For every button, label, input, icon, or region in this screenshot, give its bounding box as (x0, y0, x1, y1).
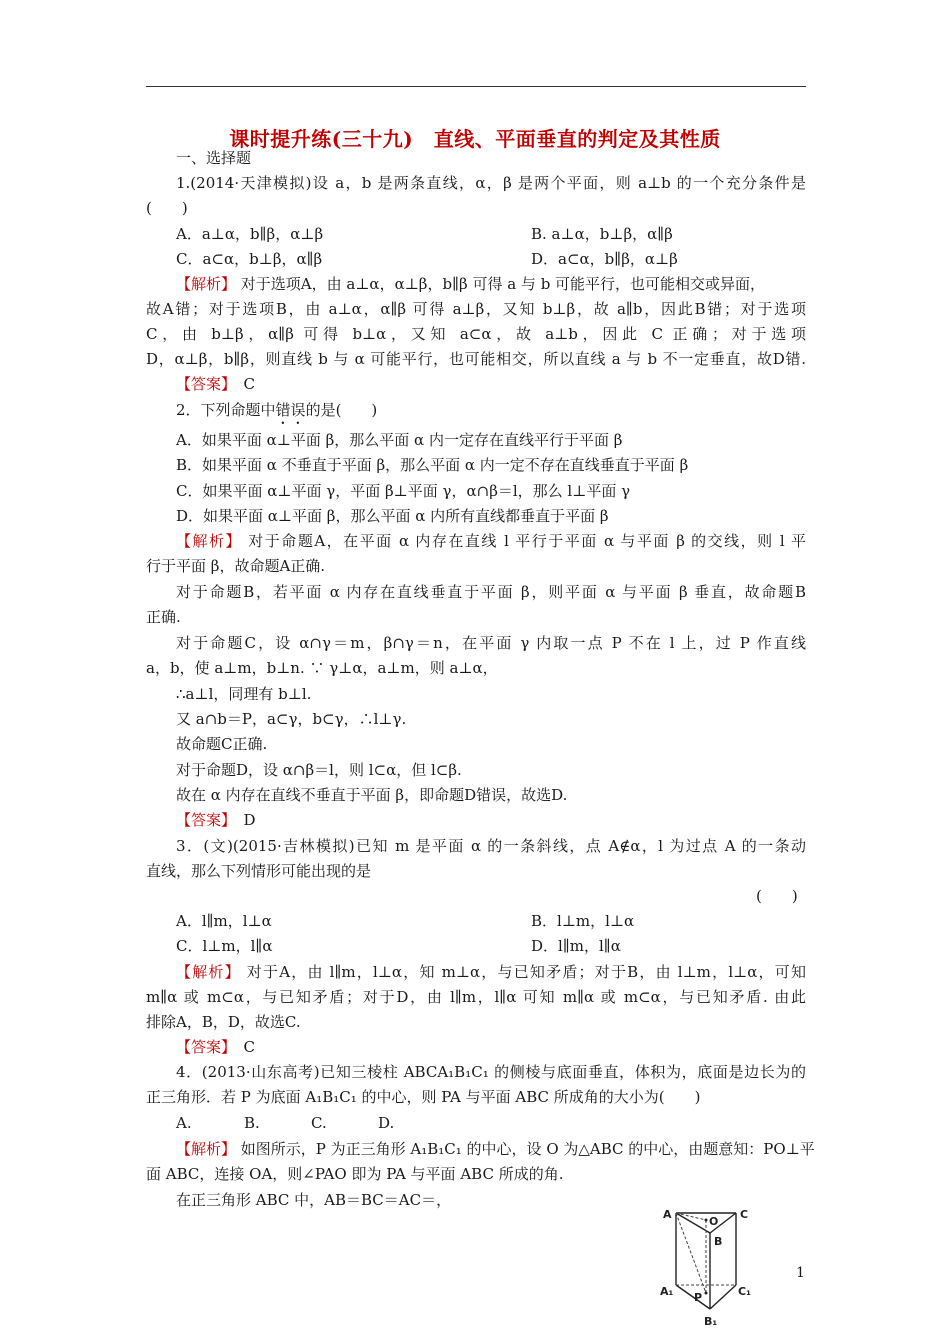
q2-analysis-text1: 对于命题A，在平面 α 内存在直线 l 平行于平面 α 与平面 β 的交线，则 l 平 (242, 532, 806, 550)
label-B1: B₁ (704, 1315, 718, 1328)
q1-analysis-text1: 对于选项A，由 a⊥α，α⊥β，b∥β 可得 a 与 b 可能平行，也可能相交或异面， (236, 275, 766, 293)
q3-answer-paren: ( ) (756, 887, 798, 905)
q1-analysis-line1 (176, 274, 765, 294)
q2-stem-pre: 2．下列命题中 (176, 401, 276, 419)
q1-option-c: C．a⊂α，b⊥β，α∥β (176, 250, 323, 268)
q4-stem-line2: 正三角形．若 P 为底面 A₁B₁C₁ 的中心，则 PA 与平面 ABC 所成角的大小为( ) (146, 1088, 701, 1106)
q4-option-d: D. (378, 1114, 395, 1132)
segment-AO (676, 1213, 706, 1220)
q2-analysis-line2: 行于平面 β，故命题A正确. (146, 557, 326, 575)
q1-analysis-line4: D，α⊥β，b∥β，则直线 b 与 α 可能平行，也可能相交，所以直线 a 与 b 不一定垂直，故D错. (146, 350, 806, 368)
label-C1: C₁ (738, 1285, 751, 1298)
section-heading: 一、选择题 (176, 149, 252, 167)
edge-A1B1 (676, 1285, 710, 1309)
point-P (705, 1292, 708, 1295)
q1-stem-line1: 1.(2014·天津模拟)设 a，b 是两条直线，α，β 是两个平面，则 a⊥b 的一个充分条件是 (176, 174, 806, 192)
q1-answer (176, 374, 255, 394)
segment-AP (676, 1213, 706, 1293)
q1-stem-line2: ( ) (146, 199, 188, 217)
q3-analysis-tag: 【解析】 (176, 963, 241, 981)
label-A: A (663, 1208, 672, 1221)
q1-answer-tag: 【答案】 (176, 375, 229, 393)
q1-answer-value: C (243, 375, 256, 393)
label-A1: A₁ (660, 1285, 674, 1298)
q2-analysis-tag: 【解析】 (176, 532, 243, 550)
q3-option-c: C．l⊥m，l∥α (176, 937, 273, 955)
label-P: P (694, 1291, 703, 1304)
q3-analysis-line2: m∥α 或 m⊂α，与已知矛盾；对于D，由 l∥m，l∥α 可知 m∥α 或 m⊂α，与已知矛盾. 由此 (146, 988, 806, 1006)
q3-option-d: D．l∥m，l∥α (531, 937, 621, 955)
q2-stem-post: 的是( ) (305, 401, 378, 419)
q2-analysis-line3: 对于命题B，若平面 α 内存在直线垂直于平面 β，则平面 α 与平面 β 垂直，故命题B (176, 583, 806, 601)
q4-analysis-text1: 如图所示，P 为正三角形 A₁B₁C₁ 的中心，设 O 为△ABC 的中心，由题意知：PO⊥平 (236, 1140, 815, 1158)
q4-analysis-line1 (176, 1139, 815, 1159)
q4-analysis-line3: 在正三角形 ABC 中，AB＝BC＝AC＝， (176, 1191, 452, 1209)
q3-option-b: B．l⊥m，l⊥α (531, 912, 635, 930)
q2-answer-tag: 【答案】 (176, 811, 229, 829)
q4-analysis-tag: 【解析】 (176, 1140, 237, 1158)
page-title: 课时提升练(三十九) 直线、平面垂直的判定及其性质 (229, 127, 721, 151)
q2-analysis-line1 (176, 531, 806, 551)
q1-analysis-line2: 故A错；对于选项B，由 a⊥α，α∥β 可得 a⊥β，又知 b⊥β，故 a∥b，因此B错；对于选项 (146, 300, 806, 318)
q2-analysis-line4: 正确. (146, 608, 181, 626)
q3-analysis-text1: 对于A，由 l∥m，l⊥α，知 m⊥α，与已知矛盾；对于B，由 l⊥m，l⊥α，可知 (240, 963, 806, 981)
q2-stem-emphasis: 错误 (275, 401, 306, 419)
q1-option-b: B. a⊥α，b⊥β，α∥β (531, 225, 673, 243)
q2-stem (176, 400, 377, 428)
q1-option-d: D．a⊂α，b∥β，α⊥β (531, 250, 678, 268)
q4-option-c: C. (311, 1114, 327, 1132)
q2-analysis-line7: ∴a⊥l，同理有 b⊥l. (176, 685, 312, 703)
q2-analysis-line8: 又 a∩b＝P，a⊂γ，b⊂γ，∴l⊥γ. (176, 710, 407, 728)
prism-figure (660, 1205, 770, 1335)
label-O: O (709, 1215, 719, 1228)
q1-analysis-tag: 【解析】 (176, 275, 237, 293)
q2-option-d: D．如果平面 α⊥平面 β，那么平面 α 内所有直线都垂直于平面 β (176, 507, 609, 525)
q3-stem-line2: 直线，那么下列情形可能出现的是 (146, 862, 372, 880)
q3-analysis-line1 (176, 962, 806, 982)
q2-answer-value: D (243, 811, 256, 829)
q2-answer (176, 810, 256, 830)
q2-analysis-line5: 对于命题C，设 α∩γ＝m，β∩γ＝n，在平面 γ 内取一点 P 不在 l 上，过 P 作直线 (176, 634, 806, 652)
edge-AB (676, 1213, 710, 1233)
q4-stem-line1: 4．(2013·山东高考)已知三棱柱 ABCA₁B₁C₁ 的侧棱与底面垂直，体积为，底面是边长为的 (176, 1063, 806, 1081)
q3-analysis-line3: 排除A，B，D，故选C. (146, 1013, 301, 1031)
q1-option-a: A．a⊥α，b∥β，α⊥β (176, 225, 324, 243)
q4-analysis-line2: 面 ABC，连接 OA，则∠PAO 即为 PA 与平面 ABC 所成的角. (146, 1165, 564, 1183)
q2-analysis-line11: 故在 α 内存在直线不垂直于平面 β，即命题D错误，故选D. (176, 786, 568, 804)
label-C: C (740, 1208, 749, 1221)
page-number: 1 (796, 1265, 805, 1281)
q1-analysis-line3: C，由 b⊥β，α∥β 可得 b⊥α，又知 a⊂α，故 a⊥b，因此 C 正确；对于选项 (146, 325, 806, 343)
q2-option-c: C．如果平面 α⊥平面 γ，平面 β⊥平面 γ，α∩β＝l，那么 l⊥平面 γ (176, 482, 631, 500)
q4-option-a: A. (176, 1114, 192, 1132)
label-B: B (714, 1235, 723, 1248)
q2-analysis-line6: a，b，使 a⊥m，b⊥n. ∵ γ⊥α，a⊥m，则 a⊥α， (146, 659, 498, 677)
q2-analysis-line10: 对于命题D，设 α∩β＝l，则 l⊂α，但 l⊂β. (176, 761, 462, 779)
q3-stem-line1: 3．(文)(2015·吉林模拟)已知 m 是平面 α 的一条斜线，点 A∉α，l 为过点 A 的一条动 (176, 837, 806, 855)
q3-answer-value: C (243, 1038, 256, 1056)
q3-answer-tag: 【答案】 (176, 1038, 229, 1056)
q3-answer (176, 1037, 255, 1057)
q3-option-a: A．l∥m，l⊥α (176, 912, 272, 930)
q2-option-a: A．如果平面 α⊥平面 β，那么平面 α 内一定存在直线平行于平面 β (176, 431, 623, 449)
q2-analysis-line9: 故命题C正确. (176, 735, 268, 753)
q2-option-b: B．如果平面 α 不垂直于平面 β，那么平面 α 内一定不存在直线垂直于平面 β (176, 456, 689, 474)
header-rule (146, 86, 806, 87)
point-O (705, 1219, 708, 1222)
q4-option-b: B. (244, 1114, 260, 1132)
edge-B1C1 (710, 1285, 736, 1309)
